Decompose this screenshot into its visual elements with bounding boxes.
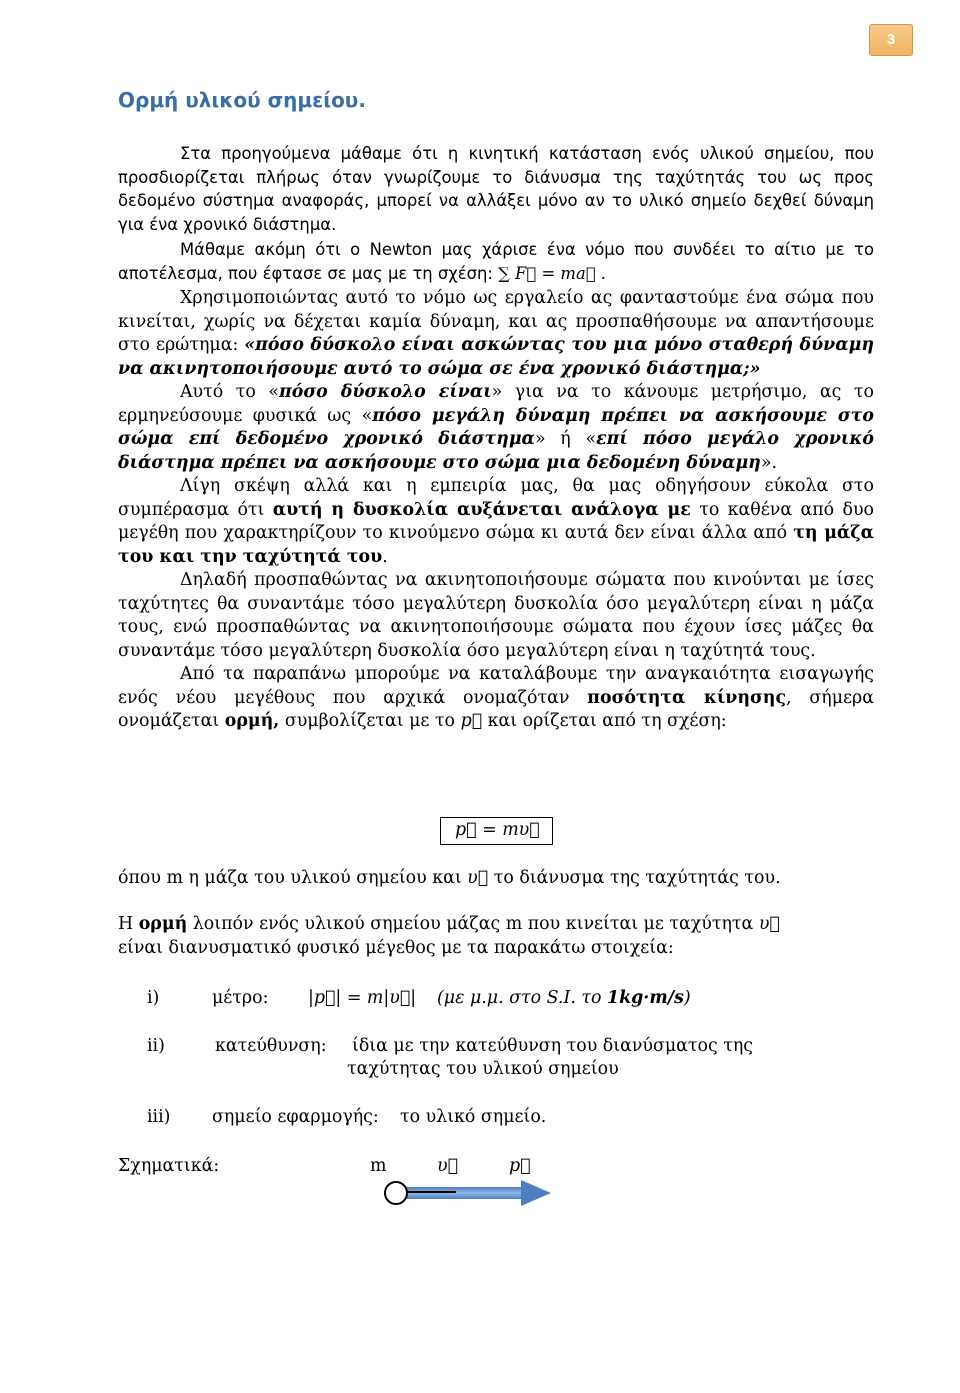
particle-dot	[384, 1181, 408, 1205]
paragraph-intro: Στα προηγούμενα μάθαμε ότι η κινητική κατάσταση ενός υλικού σημείου, που προσδιορίζεται πλήρως όταν γνωρίζουμε το διάνυσμα της ταχύτητάς του ως προς δεδομένο σύστημα αναφοράς, μπορεί να αλλάξει μόνο αν το υλικό σημείο δεχθεί δύναμη για ένα χρονικό διάστημα.	[118, 144, 874, 234]
conclusion-emph-2: τη μάζα του και την ταχύτητά του	[118, 523, 874, 567]
def-text-3: είναι διανυσματικό φυσικό μέγεθος με τα παρακάτω στοιχεία:	[118, 937, 674, 958]
conclusion-text-2: το καθένα από δυο μεγέθη που χαρακτηρίζουν το κινούμενο σώμα κι αυτά δεν είναι άλλα από	[118, 499, 874, 543]
interpret-text-2: » για να το κάνουμε μετρήσιμο, ας το ερμηνεύσουμε φυσικά ως «	[118, 382, 874, 426]
definition-line	[118, 913, 874, 960]
paragraph-question	[118, 287, 874, 381]
where-text-2: το διάνυσμα της ταχύτητάς του.	[488, 868, 781, 888]
definition-text-3: συμβολίζεται με το	[279, 711, 461, 731]
question-text: «πόσο δύσκολο είναι ασκώντας του μια μόνο σταθερή δύναμη να ακινητοποιήσουμε αυτό το σώμα σε ένα χρονικό διάστημα;»	[118, 335, 874, 379]
newton-equation: ∑ F⃗ = ma⃗ .	[498, 263, 606, 283]
interpret-emph-2: πόσο μεγάλη δύναμη πρέπει να ασκήσουμε στο σώμα επί δεδομένο χρονικό διάστημα	[118, 405, 874, 449]
section-title: Ορμή υλικού σημείου.	[118, 88, 366, 112]
newton-text: Μάθαμε ακόμη ότι ο Newton μας χάρισε ένα νόμο που συνδέει το αίτιο με το αποτέλεσμα, που έφτασε σε μας με τη σχέση:	[118, 240, 874, 283]
item-2-value	[352, 1035, 753, 1059]
item-2-value-cont: ταχύτητας του υλικού σημείου	[347, 1059, 619, 1079]
question-lead: Χρησιμοποιώντας αυτό το νόμο ως εργαλείο ας φανταστούμε ένα σώμα που κινείται, χωρίς να δέχεται καμία δύναμη, και ας προσπαθήσουμε να απαντήσουμε στο ερώτημα:	[118, 288, 874, 355]
paragraph-newton	[118, 238, 874, 285]
momentum-arrow-head	[521, 1180, 551, 1206]
definition-text-4: και ορίζεται από τη σχέση:	[482, 711, 727, 731]
item-3-number: iii)	[147, 1107, 171, 1127]
definition-emph-2: ορμή,	[224, 711, 280, 731]
momentum-formula: p⃗ = mυ⃗	[440, 817, 553, 845]
item-1-label: μέτρο:	[212, 988, 269, 1008]
definition-text-1: Από τα παραπάνω μπορούμε να καταλάβουμε την αναγκαιότητα εισαγωγής ενός νέου μεγέθους που αρχικά ονομαζόταν	[118, 664, 874, 708]
unit-value: 1kg·m/s	[607, 988, 684, 1008]
item-3-value: το υλικό σημείο.	[400, 1107, 547, 1127]
diagram-velocity-label	[437, 1155, 458, 1179]
diagram-velocity-symbol: υ⃗	[437, 1156, 459, 1176]
conclusion-emph-1: αυτή η δυσκολία αυξάνεται ανάλογα με	[272, 499, 691, 520]
paragraph-interpret	[118, 381, 874, 475]
interpret-text-1: Αυτό το «	[180, 382, 280, 402]
momentum-symbol: p⃗	[460, 711, 483, 731]
diagram-momentum-symbol: p⃗	[509, 1156, 531, 1176]
paragraph-conclusion	[118, 475, 874, 569]
def-velocity-symbol: υ⃗	[758, 914, 780, 934]
unit-note-2: )	[683, 988, 691, 1008]
interpret-text-4: ».	[760, 452, 777, 473]
document-body	[118, 142, 874, 734]
def-text-2: λοιπόν ενός υλικού σημείου μάζας m που κινείται με ταχύτητα	[187, 914, 759, 934]
item-1-number: i)	[147, 988, 160, 1008]
page-number: 3	[869, 24, 913, 56]
direction-line-1: ίδια με την κατεύθυνση του διανύσματος της	[352, 1036, 754, 1056]
diagram-momentum-label	[509, 1155, 531, 1179]
where-text-1: όπου m η μάζα του υλικού σημείου και	[118, 868, 468, 888]
where-line	[118, 867, 781, 891]
definition-emph-1: ποσότητα κίνησης	[587, 687, 787, 708]
item-1-equation	[308, 987, 416, 1011]
interpret-emph-1: πόσο δύσκολο είναι	[279, 382, 492, 402]
item-3-label: σημείο εφαρμογής:	[212, 1107, 379, 1127]
item-1-note	[437, 987, 691, 1011]
def-emph: ορμή	[138, 914, 188, 934]
conclusion-text-1: Λίγη σκέψη αλλά και η εμπειρία μας, θα μας οδηγήσουν εύκολα στο συμπέρασμα ότι	[118, 476, 874, 520]
conclusion-text-3: .	[382, 546, 388, 567]
item-2-number: ii)	[147, 1036, 165, 1056]
unit-note-1: (με μ.μ. στο S.I. το	[437, 988, 607, 1008]
paragraph-definition	[118, 663, 874, 734]
diagram-mass-label: m	[370, 1156, 387, 1176]
interpret-text-3: » ή «	[534, 429, 597, 449]
momentum-formula-box	[440, 817, 553, 845]
velocity-symbol: υ⃗	[467, 868, 489, 888]
def-text-1: Η	[118, 914, 139, 934]
diagram-label: Σχηματικά:	[118, 1156, 220, 1176]
interpret-emph-3: επί πόσο μεγάλο χρονικό διάστημα πρέπει να ασκήσουμε στο σώμα μια δεδομένη δύναμη	[118, 429, 874, 473]
paragraph-example: Δηλαδή προσπαθώντας να ακινητοποιήσουμε σώματα που κινούνται με ίσες ταχύτητες θα συναντάμε τόσο μεγαλύτερη δυσκολία όσο μεγαλύτερη είναι η μάζα τους, ενώ προσπαθώντας να ακινητοποιήσουμε σώματα που έχουν ίσες μάζες θα συναντάμε τόσο μεγαλύτερη δυσκολία όσο μεγαλύτερη είναι η ταχύτητά τους.	[118, 570, 874, 661]
magnitude-equation: |p⃗| = m|υ⃗|	[308, 988, 417, 1008]
item-2-label: κατεύθυνση:	[215, 1036, 327, 1056]
momentum-arrow-shaft	[393, 1187, 523, 1199]
definition-text-2: , σήμερα ονομάζεται	[118, 687, 874, 731]
